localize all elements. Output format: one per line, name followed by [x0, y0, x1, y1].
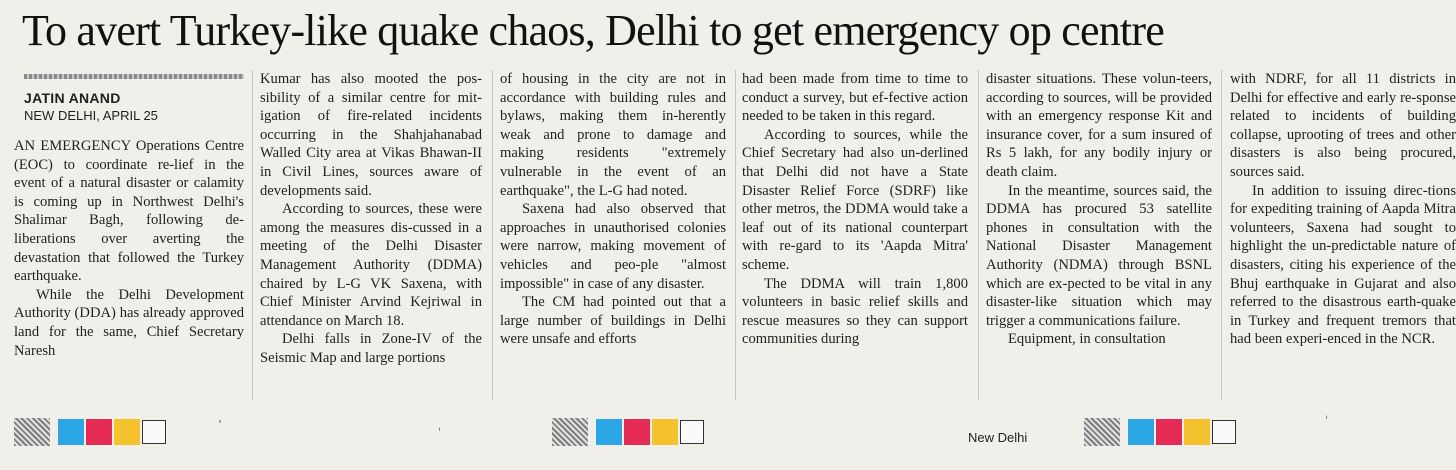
- article-column-5: [986, 70, 1212, 410]
- byline-rule: [24, 74, 244, 79]
- column-divider: [492, 70, 493, 400]
- article-column-2: [260, 70, 482, 410]
- edition-label: New Delhi: [968, 430, 1028, 445]
- print-speck: ˌ: [438, 418, 442, 432]
- magenta-swatch: [1156, 419, 1182, 445]
- magenta-swatch: [86, 419, 112, 445]
- registration-mark: [14, 418, 50, 446]
- paragraph: The DDMA will train 1,800 volunteers in basic relief skills and rescue measures so they can support communities during: [742, 275, 968, 348]
- column-divider: [252, 70, 253, 400]
- yellow-swatch: [652, 419, 678, 445]
- color-registration-strip-left: [14, 412, 166, 452]
- cyan-swatch: [1128, 419, 1154, 445]
- yellow-swatch: [1184, 419, 1210, 445]
- column-divider: [735, 70, 736, 400]
- article-column-1: [14, 70, 244, 410]
- paragraph: disaster situations. These volun-teers, according to sources, will be provided with an emergency response Kit and insurance cover, for a sum insured of Rs 5 lakh, for any bodily injury or death claim.: [986, 71, 1212, 180]
- paragraph: Kumar has also mooted the pos-sibility of a similar centre for mit-igation of fire-related incidents occurring in the Shahjahanabad Walled City area at Vikas Bhawan-II in Civil Lines, sources aware of developments said.: [260, 71, 482, 199]
- paragraph: had been made from time to time to conduct a survey, but ef-fective action needed to be taken in this regard.: [742, 71, 968, 125]
- paragraph: In the meantime, sources said, the DDMA has procured 53 satellite phones in consultation with the National Disaster Management Authority (NDMA) through BSNL which are ex-pected to be vital in any disaster-like situation which may trigger a communications failure.: [986, 182, 1212, 329]
- registration-mark: [552, 418, 588, 446]
- column-divider: [978, 70, 979, 400]
- paragraph: Delhi falls in Zone-IV of the Seismic Map and large portions: [260, 331, 482, 366]
- paragraph: AN EMERGENCY Operations Centre (EOC) to coordinate re-lief in the event of a natural disaster or calamity is coming up in Northwest Delhi's Shalimar Bagh, following de-liberations over averting the devastation that followed the Turkey earthquake.: [14, 138, 244, 285]
- byline-dateline: NEW DELHI, APRIL 25: [24, 108, 158, 123]
- article-column-6: [1230, 70, 1456, 410]
- registration-mark: [1084, 418, 1120, 446]
- headline: To avert Turkey-like quake chaos, Delhi to get emergency op centre: [22, 6, 1164, 55]
- paragraph: While the Delhi Development Authority (DDA) has already approved land for the same, Chief Secretary Naresh: [14, 286, 244, 359]
- print-speck: ˈ: [1325, 414, 1329, 428]
- paragraph: Equipment, in consultation: [1008, 331, 1166, 348]
- magenta-swatch: [624, 419, 650, 445]
- byline-author: JATIN ANAND: [24, 90, 121, 106]
- blank-swatch: [142, 420, 166, 444]
- blank-swatch: [680, 420, 704, 444]
- paragraph: with NDRF, for all 11 districts in Delhi for effective and early re-sponse related to incidents of building collapse, uprooting of trees and other disasters is also being procured, sources said.: [1230, 71, 1456, 180]
- paragraph: of housing in the city are not in accordance with building rules and bylaws, making them in-herently weak and prone to damage and making residents "extremely vulnerable in the event of an earthquake", the L-G had noted.: [500, 71, 726, 199]
- print-speck: ʼ: [218, 418, 222, 432]
- column-divider: [1221, 70, 1222, 400]
- paragraph: According to sources, these were among the measures dis-cussed in a meeting of the Delhi Disaster Management Authority (DDMA) chaired by L-G VK Saxena, with Chief Minister Arvind Kejriwal in attendance on March 18.: [260, 201, 482, 329]
- yellow-swatch: [114, 419, 140, 445]
- cyan-swatch: [58, 419, 84, 445]
- color-registration-strip-center: [552, 412, 704, 452]
- paragraph: The CM had pointed out that a large number of buildings in Delhi were unsafe and efforts: [500, 294, 726, 348]
- paragraph: In addition to issuing direc-tions for expediting training of Aapda Mitra volunteers, Saxena had sought to highlight the un-predictable nature of disasters, citing his experience of the Bhuj earthquake in Gujarat and also referred to the disastrous earth-quake in Turkey and frequent tremors that had been experi-enced in the NCR.: [1230, 182, 1456, 348]
- article-column-3: [500, 70, 726, 410]
- cyan-swatch: [596, 419, 622, 445]
- article-column-4: [742, 70, 968, 410]
- color-registration-strip-right: [1084, 412, 1236, 452]
- paragraph: Saxena had also observed that approaches in unauthorised colonies were narrow, making movement of vehicles and peo-ple "almost impossible" in case of any disaster.: [500, 201, 726, 292]
- paragraph: According to sources, while the Chief Secretary had also un-derlined that Delhi did not have a State Disaster Relief Force (SDRF) like other metros, the DDMA would take a leaf out of its national counterpart with re-gard to its 'Aapda Mitra' scheme.: [742, 126, 968, 273]
- blank-swatch: [1212, 420, 1236, 444]
